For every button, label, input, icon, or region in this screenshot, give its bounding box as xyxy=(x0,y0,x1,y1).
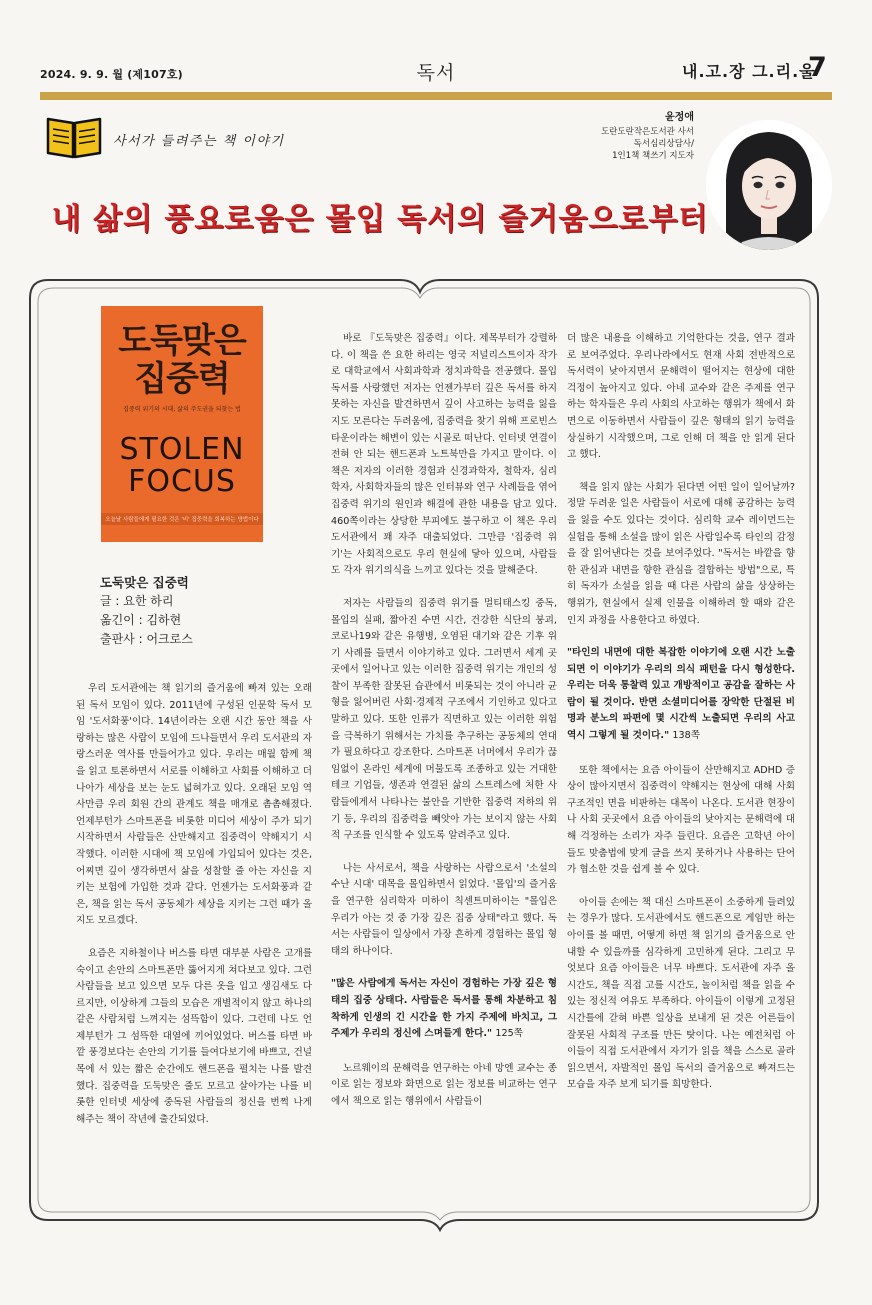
book-cover-image xyxy=(101,306,263,542)
quote-text: "타인의 내면에 대한 복잡한 이야기에 오랜 시간 노출되면 이 이야기가 우리의 의식 패턴을 다시 형성한다. 우리는 더욱 통찰력 있고 개방적이고 공감을 잘하는 사람이 될 것이다. 반면 소셜미디어를 장악한 단절된 비명과 분노의 파편에 몇 시간씩 노출되면 우리의 사고 역시 그렇게 될 것이다." xyxy=(567,647,795,742)
cover-tagline: 오늘날 사람들에게 필요한 것은 '비' 집중력을 회복하는 방법이다 xyxy=(101,513,263,525)
cover-title-english: STOLEN FOCUS xyxy=(119,432,245,499)
book-quote xyxy=(567,645,795,745)
open-book-icon xyxy=(44,113,104,161)
paragraph: 아이들 손에는 책 대신 스마트폰이 소중하게 들려있는 경우가 많다. 도서관에서도 핸드폰으로 게임만 하는 아이를 볼 때면, 어떻게 하면 책 읽기의 즐거움으로 안내할 수 있을까를 심각하게 고민하게 된다. 그리고 무엇보다 요즘 아이들은 너무 바쁘다. 도서관에 자주 올 시간도, 책을 직접 고를 시간도, 놀이처럼 책을 읽을 수 있는 정신적 여유도 부족하다. 아이들이 이렇게 고정된 시간틀에 갇혀 바쁜 일상을 보내게 된 것은 어른들이 잘못된 사회적 구조를 만든 탓이다. 나는 예전처럼 아이들이 직접 도서관에서 자기가 읽을 책을 스스로 골라 읽으면서, 자발적인 몰입 독서의 즐거움으로 빠져드는 모습을 자주 보게 되기를 희망한다. xyxy=(567,896,795,1091)
header-rule xyxy=(40,92,832,100)
book-author: 글 : 요한 하리 xyxy=(100,594,174,608)
cover-subtitle: 집중력 위기의 시대, 삶의 주도권을 되찾는 법 xyxy=(123,406,241,413)
article-headline: 내 삶의 풍요로움은 몰입 독서의 즐거움으로부터 xyxy=(51,202,709,237)
book-quote xyxy=(331,976,557,1042)
paragraph: 저자는 사람들의 집중력 위기를 멀티태스킹 중독, 몰입의 실패, 짧아진 수면 시간, 건강한 식단의 붕괴, 코로나19와 같은 유행병, 오염된 대기와 같은 기후 위기 사례를 들면서 이야기하고 있다. 그러면서 세계 곳곳에서 일어나고 있는 이러한 집중력 위기는 개인의 성찰이 부족한 잘못된 습관에서 비롯되는 것이 아니라 균형을 잃어버린 사회·경제적 구조에서 기인하고 있다고 말하고 있다. 또한 인류가 직면하고 있는 이러한 위험을 극복하기 위해서는 가치를 추구하는 공동체의 연대가 필요하다고 강조한다. 스마트폰 너머에서 우리가 끊임없이 온라인 세계에 머물도록 조종하고 있는 거대한 테크 기업들, 생존과 연결된 삶의 스트레스에 처한 사람들에게서 나타나는 불안을 기반한 집중력 저하의 위기 등, 우리의 집중력을 빼앗아 가는 보이지 않는 사회적 구조를 인식할 수 있도록 알려주고 있다. xyxy=(331,597,557,842)
cover-title-korean: 도둑맞은 집중력 xyxy=(118,321,246,399)
book-title: 도둑맞은 집중력 xyxy=(100,575,189,590)
quote-page-ref: 125쪽 xyxy=(495,1028,523,1040)
paragraph: 노르웨이의 문해력을 연구하는 아네 망엔 교수는 종이로 읽는 정보와 화면으로 읽는 정보를 비교하는 연구에서 책으로 읽는 행위에서 사람들이 xyxy=(331,1062,557,1107)
author-credential: 독서심리상담사/ xyxy=(633,139,694,149)
paragraph: 요즘은 지하철이나 버스를 타면 대부분 사람은 고개를 숙이고 손안의 스마트폰만 뚫어지게 쳐다보고 있다. 그런 사람들을 보고 있으면 모두 다른 옷을 입고 생김새도 다르지만, 이상하게 그들의 모습은 개별적이지 않고 하나의 같은 사람처럼 느껴지는 섬뜩함이 있다. 그런데 나도 언제부턴가 그 섬뜩한 대열에 끼어있었다. 버스를 타면 바깥 풍경보다는 손안의 기기를 들여다보기에 바쁘고, 건널목에 서 있는 짧은 순간에도 핸드폰을 펼치는 나를 발견했다. 집중력을 도둑맞은 줄도 모르고 살아가는 나를 비롯한 인터넷 세상에 중독된 사람들의 정신을 번쩍 나게 해주는 책이 작년에 출간되었다. xyxy=(76,947,312,1125)
newspaper-masthead: 내.고.장 그.리.울 xyxy=(682,62,816,81)
paragraph: 우리 도서관에는 책 읽기의 즐거움에 빠져 있는 오래된 독서 모임이 있다. 2011년에 구성된 인문학 독서 모임 '도서화풍'이다. 14년이라는 오랜 시간 동안 책을 사랑하는 많은 사람이 모임에 드나들면서 우리 도서관의 자랑스러운 역사를 만들어가고 있다. 우리는 매월 함께 책을 읽고 토론하면서 서로를 이해하고 사회를 이해하고 더 나아가 세상을 보는 눈도 넓혀가고 있다. 오래된 모임 역사만큼 우리 회원 간의 관계도 책을 매개로 촘촘해졌다. 언제부턴가 스마트폰을 비롯한 미디어 세상이 주가 되기 시작하면서 사람들은 산만해지고 집중력이 약해지기 시작했다. 이러한 시대에 책 모임에 가입되어 있다는 것은, 어찌면 깊이 생각하면서 삶을 성찰할 줄 아는 자신을 지키는 보험에 가입한 것과 같다. 언젠가는 도서화풍과 같은, 책을 읽는 독서 공동체가 세상을 지키는 그런 때가 올지도 모르겠다. xyxy=(76,683,312,927)
issue-date: 2024. 9. 9. 월 (제107호) xyxy=(40,68,183,81)
paragraph: 더 많은 내용을 이해하고 기억한다는 것을, 연구 결과로 보여주었다. 우리나라에서도 현재 사회 전반적으로 독서력이 낮아지면서 문해력이 떨어지는 현상에 대한 걱정이 높아지고 있다. 아네 교수와 같은 주제를 연구하는 학자들은 우리 사회의 사고하는 행위가 책에서 화면으로 이동하면서 사람들이 깊은 형태의 읽기 능력을 상실하기 시작했으며, 그로 인해 더 책을 안 읽게 된다고 했다. xyxy=(567,333,795,461)
page-number: 7 xyxy=(808,52,827,83)
section-title: 독서 xyxy=(416,62,456,84)
book-translator: 옮긴이 : 김하현 xyxy=(100,613,182,627)
paragraph: 나는 사서로서, 책을 사랑하는 사람으로서 '소설의 수난 시대' 대목을 몰입하면서 읽었다. '몰입'의 즐거움을 연구한 심리학자 미하이 칙센트미하이는 "몰입은 우리가 아는 것 중 가장 깊은 집중 상태"라고 했다. 독서는 사람들이 일상에서 가장 흔하게 경험하는 몰입 형태의 하나이다. xyxy=(331,862,557,957)
author-block xyxy=(566,108,694,162)
paragraph: 바로 『도둑맞은 집중력』이다. 제목부터가 강렬하다. 이 책을 쓴 요한 하리는 영국 저널리스트이자 작가로 대학교에서 사회과학과 정치과학을 전공했다. 몰입 독서를 사랑했던 저자는 언젠가부터 깊은 독서를 하지 못하는 자신을 발견하면서 깊이 사고하는 능력을 잃을지도 모른다는 두려움에, 집중력을 찾기 위해 프로빈스타운이라는 해변이 있는 시골로 떠난다. 인터넷 연결이 전혀 안 되는 핸드폰과 노트북만을 가지고 말이다. 이 책은 저자의 이러한 경험과 신경과학자, 철학자, 심리학자, 사회학자들의 많은 인터뷰와 연구 사례들을 엮어 집중력 위기의 원인과 해결에 관한 내용을 담고 있다. 460쪽이라는 상당한 부피에도 불구하고 이 책은 우리 도서관에서 꽤 자주 대출되었다. 그만큼 '집중력 위기'는 사회적으로도 우리 현실에 닿아 있으며, 사람들도 각자 위기의식을 느끼고 있다는 것을 말해준다. xyxy=(331,333,557,577)
paragraph: 또한 책에서는 요즘 아이들이 산만해지고 ADHD 증상이 많아지면서 집중력이 약해지는 현상에 대해 사회 구조적인 면을 비판하는 대목이 나온다. 도서관 현장이나 사회 곳곳에서 요즘 아이들의 낮아지는 문해력에 대해 걱정하는 소리가 자주 들린다. 요즘은 고학년 아이들도 맞춤법에 맞게 글을 쓰지 못하거나 사용하는 단어가 협소한 것을 쉽게 볼 수 있다. xyxy=(567,764,795,876)
author-credential: 1인1책 책쓰기 지도자 xyxy=(612,151,694,161)
book-publisher: 출판사 : 어크로스 xyxy=(100,632,193,646)
quote-page-ref: 138쪽 xyxy=(672,730,701,742)
article-column-left xyxy=(76,681,312,1144)
article-column-middle xyxy=(331,331,557,1127)
author-credential: 도란도란작은도서관 사서 xyxy=(600,127,694,137)
book-info xyxy=(100,573,193,649)
paragraph: 책을 읽지 않는 사회가 된다면 어떤 일이 일어날까? 정말 두려운 일은 사람들이 서로에 대해 공감하는 능력을 잃을 수도 있다는 것이다. 심리학 교수 레이먼드는 실험을 통해 소설을 많이 읽은 사람일수록 타인의 감정을 잘 읽어낸다는 것을 보여주었다. "독서는 바깥을 향한 관심과 내면을 향한 관심을 결합하는 방법"으로, 특히 독자가 소설을 읽을 때 다른 사람의 삶을 상상하는 행위가, 현실에서 실제 인물을 이해하려 할 때와 같은 인지 과정을 사용한다고 하였다. xyxy=(567,481,795,626)
column-title: 사서가 들려주는 책 이야기 xyxy=(113,134,285,149)
quote-text: "많은 사람에게 독서는 자신이 경험하는 가장 깊은 형태의 집중 상태다. 사람들은 독서를 통해 차분하고 침착하게 인생의 긴 시간을 한 가지 주제에 바치고, 그 주제가 우리의 정신에 스며들게 한다." xyxy=(331,978,557,1040)
author-name: 윤정애 xyxy=(665,112,694,123)
article-column-right xyxy=(567,331,795,1110)
